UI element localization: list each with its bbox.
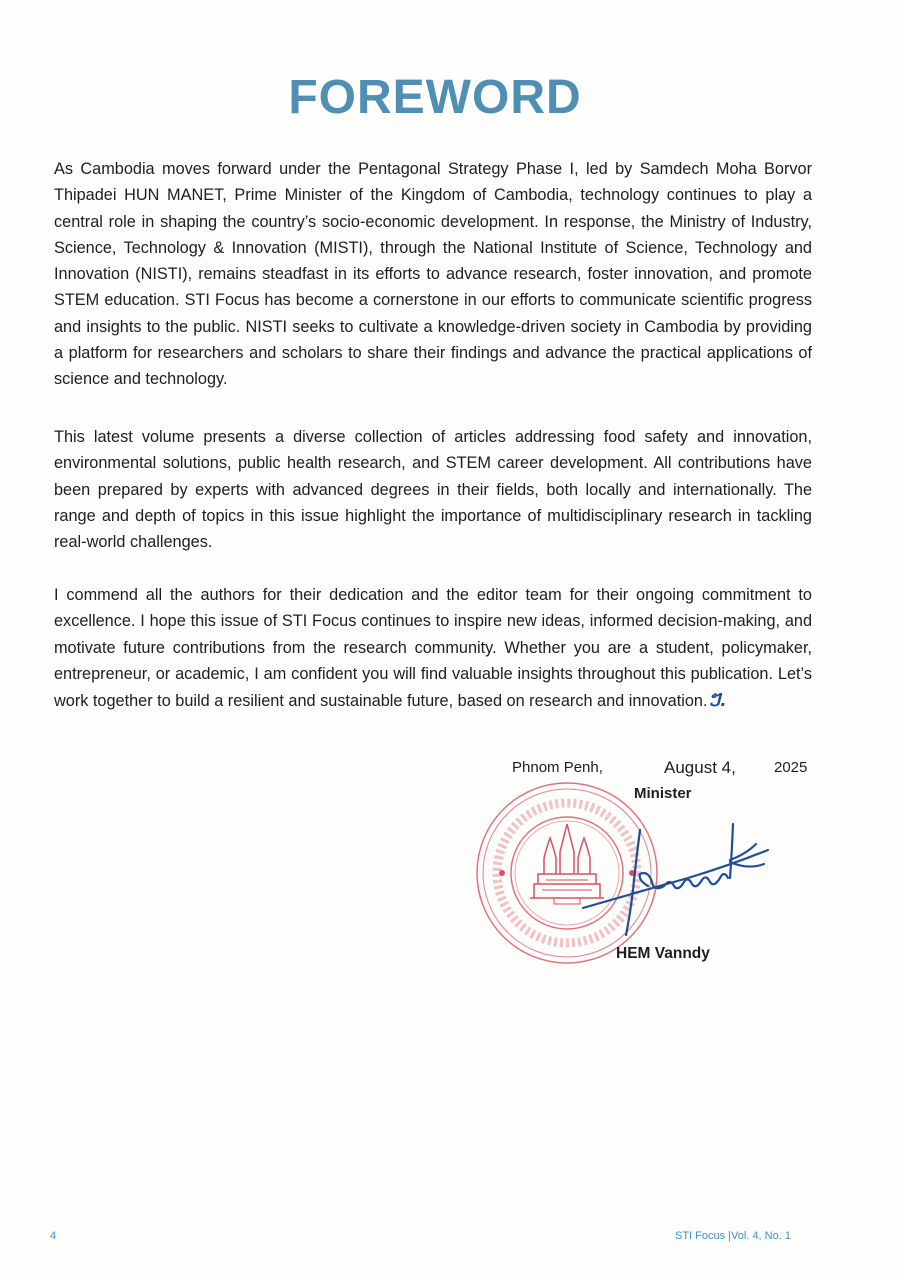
paragraph-3 [54,582,812,714]
closing-mark: ៗ. [707,689,727,712]
signatory-name: HEM Vanndy [616,945,710,962]
handwritten-signature [578,820,778,940]
signature-date: August 4, [664,758,736,777]
paragraph-3-text: I commend all the authors for their dedication and the editor team for their ongoing commitment to excellence. I hope this issue of STI Focus continues to inspire new ideas, informed decision-making, and motivate future contributions from the research community. Whether you are a student, policymaker, entrepreneur, or academic, I am confident you will find valuable insights throughout this publication. Let’s work together to build a resilient and sustainable future, based on research and innovation. [54,586,812,711]
paragraph-2: This latest volume presents a diverse collection of articles addressing food safety and innovation, environmental solutions, public health research, and STEM career development. All contributions have been prepared by experts with advanced degrees in their fields, both locally and internationally. The range and depth of topics in this issue highlight the importance of multidisciplinary research in tackling real-world challenges. [54,428,812,552]
paragraph-1: As Cambodia moves forward under the Pentagonal Strategy Phase I, led by Samdech Moha Borvor Thipadei HUN MANET, Prime Minister of the Kingdom of Cambodia, technology continues to play a central role in shaping the country’s socio-economic development. In response, the Ministry of Industry, Science, Technology & Innovation (MISTI), through the National Institute of Science, Technology and Innovation (NISTI), remains steadfast in its efforts to advance research, foster innovation, and promote STEM education. STI Focus has become a cornerstone in our efforts to communicate scientific progress and insights to the public. NISTI seeks to cultivate a knowledge-driven society in Cambodia by providing a platform for researchers and scholars to share their findings and advance the practical applications of science and technology. [54,160,812,389]
signatory-role: Minister [634,785,692,802]
signature-place: Phnom Penh, [512,759,603,776]
page-number: 4 [50,1230,57,1242]
signature-year: 2025 [774,759,808,776]
page-title: FOREWORD [288,71,582,124]
journal-footer: STI Focus |Vol. 4, No. 1 [675,1230,791,1242]
